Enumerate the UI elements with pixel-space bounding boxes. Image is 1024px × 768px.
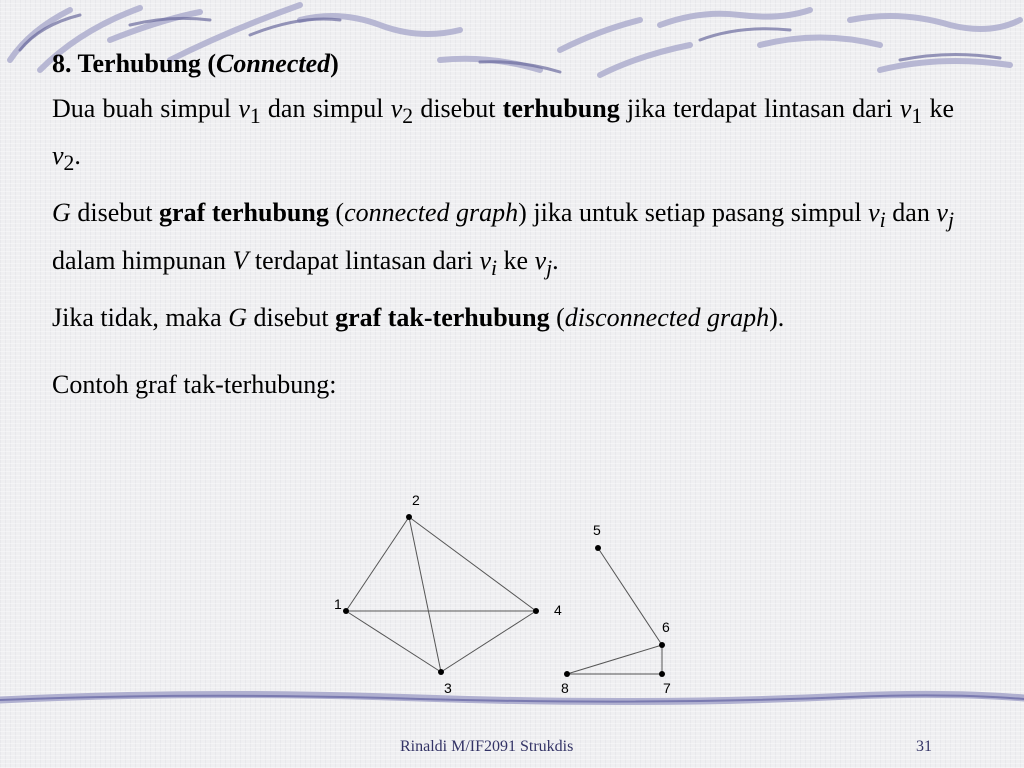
vertex-label-8: 8	[561, 680, 569, 696]
bottom-decoration	[0, 686, 1024, 710]
example-caption: Contoh graf tak-terhubung:	[52, 369, 337, 399]
paragraph-definition-connected-vertices: Dua buah simpul $v_1$ dan simpul $v_2$ disebut terhubung jika terdapat lintasan dari $v_1$ ke $v_2$.	[52, 94, 954, 176]
edge-2-4	[409, 517, 536, 611]
edge-1-2	[346, 517, 409, 611]
disconnected-graph-figure	[300, 485, 720, 700]
vertex-label-7: 7	[663, 680, 671, 696]
vertex-5	[595, 545, 601, 551]
vertex-label-2: 2	[412, 492, 420, 508]
edge-6-8	[567, 645, 662, 674]
vertex-6	[659, 642, 665, 648]
vertex-label-1: 1	[334, 596, 342, 612]
edge-2-3	[409, 517, 441, 672]
vertex-label-4: 4	[554, 602, 562, 618]
vertex-4	[533, 608, 539, 614]
vertex-8	[564, 671, 570, 677]
paragraph-definition-connected-graph: G disebut graf terhubung (connected graph) jika untuk setiap pasang simpul $v_i$ dan $v_j$ dalam himpunan V terdapat lintasan dari $v_i$ ke $v_j$.	[52, 198, 954, 280]
edge-3-4	[441, 611, 536, 672]
edge-1-3	[346, 611, 441, 672]
slide-content	[52, 44, 954, 404]
vertex-1	[343, 608, 349, 614]
page-number: 31	[916, 738, 932, 755]
vertex-2	[406, 514, 412, 520]
slide-title: 8. Terhubung (Connected)	[52, 49, 339, 78]
vertex-7	[659, 671, 665, 677]
vertex-label-6: 6	[662, 619, 670, 635]
vertex-label-3: 3	[444, 680, 452, 696]
vertex-3	[438, 669, 444, 675]
vertex-label-5: 5	[593, 522, 601, 538]
edge-5-6	[598, 548, 662, 645]
paragraph-definition-disconnected-graph: Jika tidak, maka G disebut graf tak-terhubung (disconnected graph).	[52, 302, 785, 332]
footer-author: Rinaldi M/IF2091 Strukdis	[400, 738, 574, 755]
